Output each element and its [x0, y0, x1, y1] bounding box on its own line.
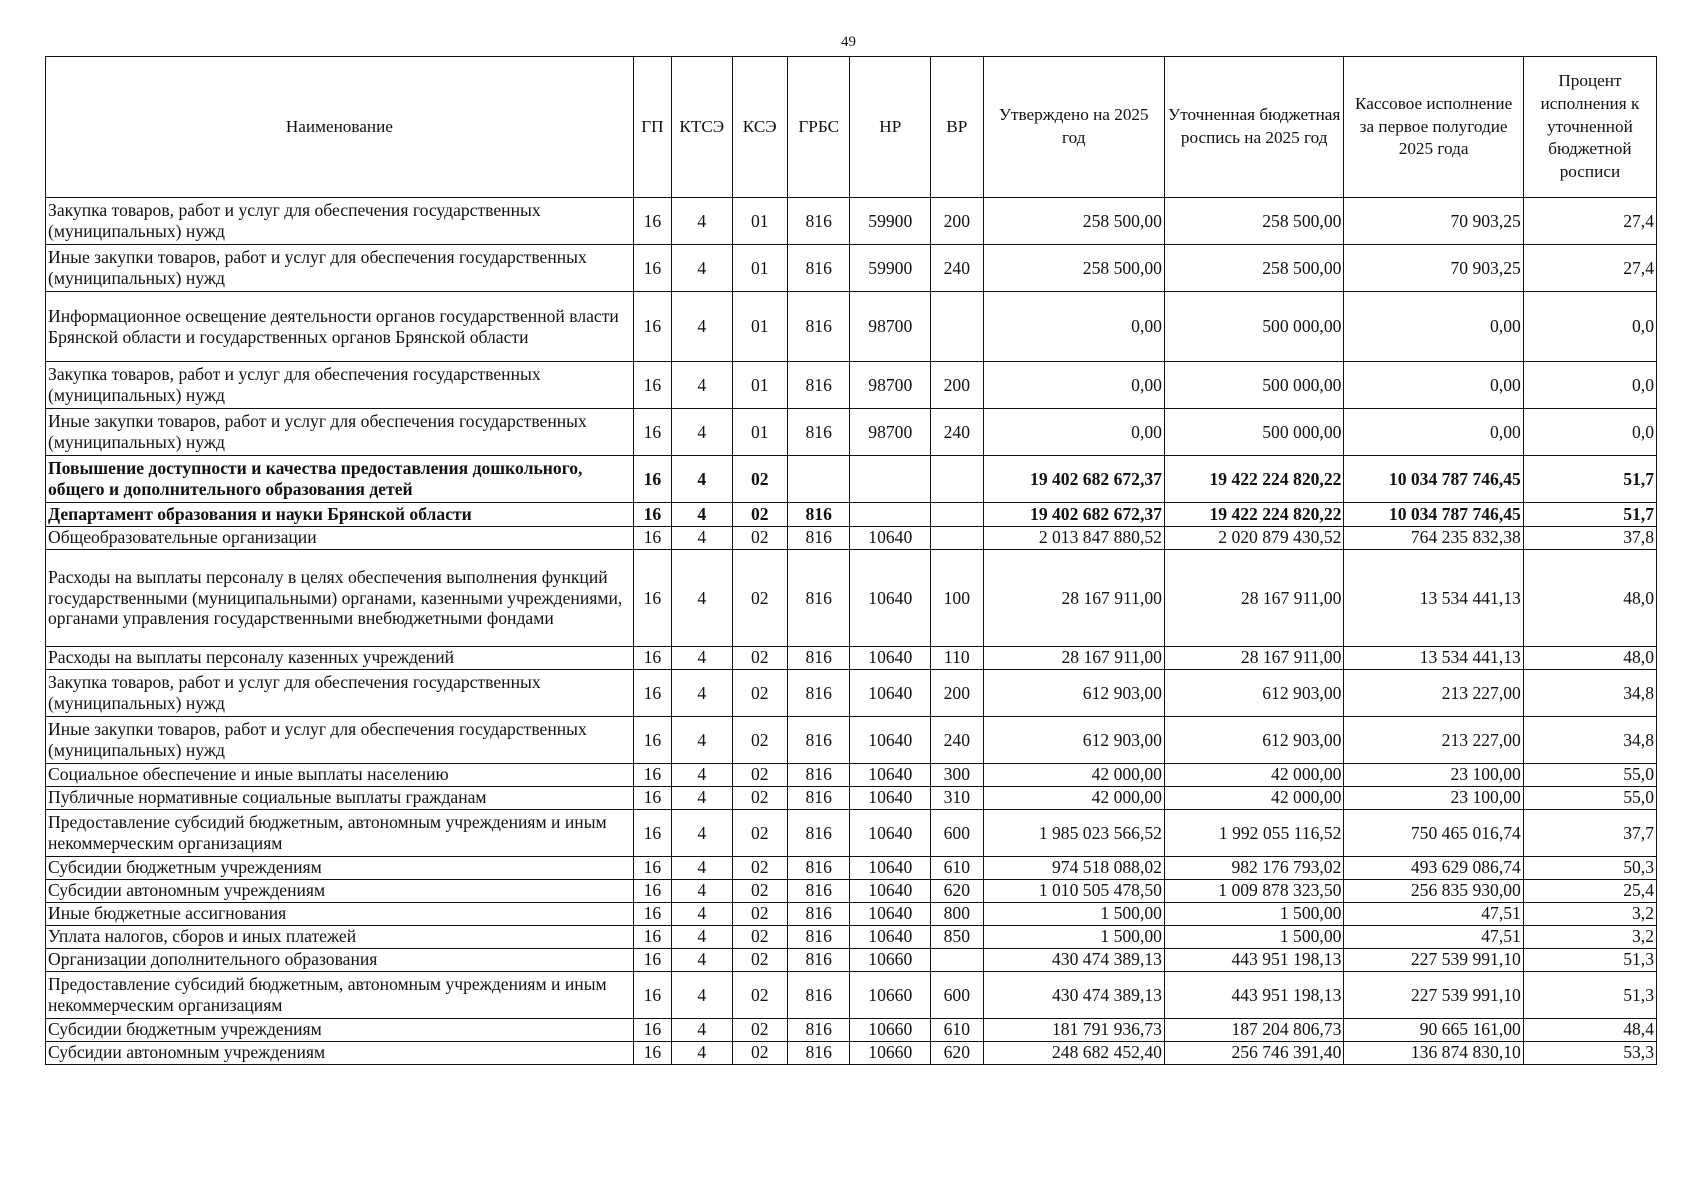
- cell-approved: 1 500,00: [983, 903, 1164, 926]
- cell-ktse: 4: [672, 764, 732, 787]
- cell-kse: 02: [732, 527, 787, 550]
- cell-grbs: 816: [787, 972, 850, 1019]
- cell-nr: 10640: [850, 764, 931, 787]
- cell-percent: 27,4: [1523, 198, 1656, 245]
- cell-grbs: 816: [787, 550, 850, 647]
- cell-ktse: 4: [672, 810, 732, 857]
- cell-vr: 300: [931, 764, 983, 787]
- table-header-row: [46, 57, 1657, 198]
- cell-approved: 0,00: [983, 409, 1164, 456]
- cell-cash: 213 227,00: [1344, 670, 1523, 717]
- cell-approved: 248 682 452,40: [983, 1042, 1164, 1065]
- cell-percent: 55,0: [1523, 764, 1656, 787]
- cell-gp: 16: [633, 409, 671, 456]
- cell-nr: 10640: [850, 926, 931, 949]
- cell-name: Социальное обеспечение и иные выплаты населению: [46, 764, 634, 787]
- cell-nr: 59900: [850, 198, 931, 245]
- cell-vr: 800: [931, 903, 983, 926]
- cell-cash: 10 034 787 746,45: [1344, 503, 1523, 527]
- cell-approved: 430 474 389,13: [983, 972, 1164, 1019]
- cell-nr: 10660: [850, 1019, 931, 1042]
- cell-percent: 51,3: [1523, 972, 1656, 1019]
- table-row: [46, 810, 1657, 857]
- cell-cash: 0,00: [1344, 292, 1523, 362]
- cell-grbs: 816: [787, 647, 850, 670]
- cell-name: Иные закупки товаров, работ и услуг для обеспечения государственных (муниципальных) нужд: [46, 717, 634, 764]
- cell-kse: 01: [732, 245, 787, 292]
- cell-gp: 16: [633, 1019, 671, 1042]
- col-header-cash: Кассовое исполнение за первое полугодие 2025 года: [1344, 57, 1523, 198]
- cell-percent: 0,0: [1523, 362, 1656, 409]
- cell-gp: 16: [633, 903, 671, 926]
- cell-gp: 16: [633, 550, 671, 647]
- cell-grbs: 816: [787, 503, 850, 527]
- cell-kse: 02: [732, 550, 787, 647]
- cell-percent: 51,7: [1523, 456, 1656, 503]
- cell-vr: 240: [931, 245, 983, 292]
- table-row: [46, 527, 1657, 550]
- table-row-program: [46, 456, 1657, 503]
- cell-nr: 10660: [850, 949, 931, 972]
- cell-ktse: 4: [672, 857, 732, 880]
- cell-nr: 10640: [850, 527, 931, 550]
- cell-name: Публичные нормативные социальные выплаты гражданам: [46, 787, 634, 810]
- cell-nr: 10640: [850, 880, 931, 903]
- cell-name: Расходы на выплаты персоналу в целях обеспечения выполнения функций государственными (муниципальными) органами, казенными учреждениями, органами управления государственными внебюджетными фондами: [46, 550, 634, 647]
- cell-kse: 02: [732, 972, 787, 1019]
- table-row: [46, 1042, 1657, 1065]
- cell-vr: [931, 949, 983, 972]
- cell-refined: 443 951 198,13: [1164, 972, 1343, 1019]
- cell-grbs: 816: [787, 292, 850, 362]
- cell-refined: 1 992 055 116,52: [1164, 810, 1343, 857]
- cell-gp: 16: [633, 717, 671, 764]
- col-header-grbs: ГРБС: [787, 57, 850, 198]
- table-row: [46, 949, 1657, 972]
- cell-percent: 48,0: [1523, 550, 1656, 647]
- cell-refined: 28 167 911,00: [1164, 647, 1343, 670]
- cell-approved: 974 518 088,02: [983, 857, 1164, 880]
- cell-kse: 02: [732, 810, 787, 857]
- cell-refined: 612 903,00: [1164, 670, 1343, 717]
- cell-ktse: 4: [672, 926, 732, 949]
- cell-vr: [931, 292, 983, 362]
- cell-cash: 23 100,00: [1344, 764, 1523, 787]
- cell-name: Иные бюджетные ассигнования: [46, 903, 634, 926]
- table-row: [46, 857, 1657, 880]
- cell-percent: 0,0: [1523, 292, 1656, 362]
- col-header-percent: Процент исполнения к уточненной бюджетной росписи: [1523, 57, 1656, 198]
- cell-name: Субсидии бюджетным учреждениям: [46, 1019, 634, 1042]
- col-header-name: Наименование: [46, 57, 634, 198]
- cell-nr: 98700: [850, 292, 931, 362]
- cell-vr: 200: [931, 670, 983, 717]
- table-row: [46, 409, 1657, 456]
- cell-kse: 02: [732, 857, 787, 880]
- cell-vr: 620: [931, 1042, 983, 1065]
- cell-ktse: 4: [672, 647, 732, 670]
- cell-cash: 0,00: [1344, 362, 1523, 409]
- cell-cash: 10 034 787 746,45: [1344, 456, 1523, 503]
- cell-vr: 620: [931, 880, 983, 903]
- cell-name: Закупка товаров, работ и услуг для обеспечения государственных (муниципальных) нужд: [46, 198, 634, 245]
- cell-grbs: 816: [787, 245, 850, 292]
- cell-gp: 16: [633, 292, 671, 362]
- cell-approved: 2 013 847 880,52: [983, 527, 1164, 550]
- cell-gp: 16: [633, 527, 671, 550]
- cell-vr: 240: [931, 409, 983, 456]
- cell-nr: 10660: [850, 1042, 931, 1065]
- cell-ktse: 4: [672, 880, 732, 903]
- table-row: [46, 764, 1657, 787]
- cell-approved: 19 402 682 672,37: [983, 503, 1164, 527]
- cell-name: Повышение доступности и качества предоставления дошкольного, общего и дополнительного образования детей: [46, 456, 634, 503]
- cell-name: Субсидии автономным учреждениям: [46, 1042, 634, 1065]
- cell-refined: 256 746 391,40: [1164, 1042, 1343, 1065]
- cell-cash: 764 235 832,38: [1344, 527, 1523, 550]
- cell-cash: 23 100,00: [1344, 787, 1523, 810]
- cell-kse: 01: [732, 198, 787, 245]
- cell-grbs: 816: [787, 527, 850, 550]
- cell-cash: 90 665 161,00: [1344, 1019, 1523, 1042]
- cell-cash: 213 227,00: [1344, 717, 1523, 764]
- cell-percent: 48,0: [1523, 647, 1656, 670]
- cell-cash: 136 874 830,10: [1344, 1042, 1523, 1065]
- cell-grbs: [787, 456, 850, 503]
- cell-ktse: 4: [672, 717, 732, 764]
- cell-nr: 10640: [850, 903, 931, 926]
- table-row: [46, 647, 1657, 670]
- cell-percent: 51,3: [1523, 949, 1656, 972]
- cell-percent: 3,2: [1523, 926, 1656, 949]
- cell-kse: 01: [732, 409, 787, 456]
- table-row: [46, 1019, 1657, 1042]
- cell-name: Закупка товаров, работ и услуг для обеспечения государственных (муниципальных) нужд: [46, 670, 634, 717]
- cell-ktse: 4: [672, 1019, 732, 1042]
- cell-grbs: 816: [787, 1042, 850, 1065]
- cell-nr: 10640: [850, 810, 931, 857]
- cell-kse: 02: [732, 764, 787, 787]
- cell-vr: [931, 456, 983, 503]
- cell-refined: 42 000,00: [1164, 787, 1343, 810]
- cell-approved: 612 903,00: [983, 717, 1164, 764]
- cell-vr: 240: [931, 717, 983, 764]
- cell-percent: 55,0: [1523, 787, 1656, 810]
- cell-grbs: 816: [787, 903, 850, 926]
- cell-approved: 19 402 682 672,37: [983, 456, 1164, 503]
- cell-vr: 200: [931, 362, 983, 409]
- cell-percent: 53,3: [1523, 1042, 1656, 1065]
- cell-nr: 10640: [850, 857, 931, 880]
- cell-percent: 0,0: [1523, 409, 1656, 456]
- budget-execution-table: [45, 56, 1657, 1065]
- cell-kse: 02: [732, 880, 787, 903]
- cell-approved: 612 903,00: [983, 670, 1164, 717]
- cell-kse: 02: [732, 717, 787, 764]
- cell-refined: 500 000,00: [1164, 292, 1343, 362]
- cell-kse: 02: [732, 903, 787, 926]
- cell-name: Расходы на выплаты персоналу казенных учреждений: [46, 647, 634, 670]
- cell-refined: 443 951 198,13: [1164, 949, 1343, 972]
- col-header-kse: КСЭ: [732, 57, 787, 198]
- cell-nr: [850, 456, 931, 503]
- table-row: [46, 717, 1657, 764]
- table-row: [46, 670, 1657, 717]
- cell-percent: 50,3: [1523, 857, 1656, 880]
- cell-kse: 02: [732, 949, 787, 972]
- cell-percent: 37,7: [1523, 810, 1656, 857]
- cell-name: Иные закупки товаров, работ и услуг для обеспечения государственных (муниципальных) нужд: [46, 245, 634, 292]
- cell-vr: 110: [931, 647, 983, 670]
- cell-percent: 51,7: [1523, 503, 1656, 527]
- table-row: [46, 362, 1657, 409]
- cell-ktse: 4: [672, 787, 732, 810]
- cell-grbs: 816: [787, 787, 850, 810]
- col-header-gp: ГП: [633, 57, 671, 198]
- cell-gp: 16: [633, 245, 671, 292]
- table-row: [46, 903, 1657, 926]
- cell-ktse: 4: [672, 362, 732, 409]
- cell-gp: 16: [633, 503, 671, 527]
- cell-nr: 10640: [850, 787, 931, 810]
- cell-nr: 98700: [850, 362, 931, 409]
- cell-cash: 493 629 086,74: [1344, 857, 1523, 880]
- cell-ktse: 4: [672, 245, 732, 292]
- table-row: [46, 292, 1657, 362]
- cell-grbs: 816: [787, 880, 850, 903]
- cell-cash: 227 539 991,10: [1344, 972, 1523, 1019]
- cell-grbs: 816: [787, 198, 850, 245]
- cell-gp: 16: [633, 857, 671, 880]
- cell-kse: 02: [732, 787, 787, 810]
- cell-approved: 42 000,00: [983, 764, 1164, 787]
- cell-ktse: 4: [672, 456, 732, 503]
- cell-approved: 258 500,00: [983, 245, 1164, 292]
- cell-vr: 850: [931, 926, 983, 949]
- cell-approved: 0,00: [983, 362, 1164, 409]
- cell-approved: 42 000,00: [983, 787, 1164, 810]
- cell-refined: 2 020 879 430,52: [1164, 527, 1343, 550]
- cell-cash: 0,00: [1344, 409, 1523, 456]
- cell-approved: 258 500,00: [983, 198, 1164, 245]
- cell-name: Субсидии автономным учреждениям: [46, 880, 634, 903]
- cell-ktse: 4: [672, 503, 732, 527]
- cell-ktse: 4: [672, 949, 732, 972]
- cell-refined: 982 176 793,02: [1164, 857, 1343, 880]
- cell-vr: 310: [931, 787, 983, 810]
- cell-vr: 610: [931, 857, 983, 880]
- cell-approved: 1 500,00: [983, 926, 1164, 949]
- cell-grbs: 816: [787, 926, 850, 949]
- cell-approved: 181 791 936,73: [983, 1019, 1164, 1042]
- col-header-refined: Уточненная бюджетная роспись на 2025 год: [1164, 57, 1343, 198]
- cell-percent: 37,8: [1523, 527, 1656, 550]
- cell-approved: 0,00: [983, 292, 1164, 362]
- cell-refined: 612 903,00: [1164, 717, 1343, 764]
- cell-gp: 16: [633, 1042, 671, 1065]
- cell-nr: 10660: [850, 972, 931, 1019]
- cell-cash: 256 835 930,00: [1344, 880, 1523, 903]
- cell-refined: 500 000,00: [1164, 362, 1343, 409]
- cell-cash: 13 534 441,13: [1344, 550, 1523, 647]
- cell-ktse: 4: [672, 903, 732, 926]
- cell-name: Организации дополнительного образования: [46, 949, 634, 972]
- cell-approved: 1 010 505 478,50: [983, 880, 1164, 903]
- cell-grbs: 816: [787, 857, 850, 880]
- cell-name: Предоставление субсидий бюджетным, автономным учреждениям и иным некоммерческим организациям: [46, 972, 634, 1019]
- cell-grbs: 816: [787, 362, 850, 409]
- table-row-department: [46, 503, 1657, 527]
- cell-refined: 28 167 911,00: [1164, 550, 1343, 647]
- cell-refined: 1 009 878 323,50: [1164, 880, 1343, 903]
- cell-grbs: 816: [787, 949, 850, 972]
- cell-vr: [931, 503, 983, 527]
- cell-vr: [931, 527, 983, 550]
- cell-refined: 258 500,00: [1164, 198, 1343, 245]
- cell-gp: 16: [633, 362, 671, 409]
- cell-gp: 16: [633, 198, 671, 245]
- cell-name: Информационное освещение деятельности органов государственной власти Брянской области и государственных органов Брянской области: [46, 292, 634, 362]
- cell-vr: 600: [931, 810, 983, 857]
- cell-kse: 02: [732, 503, 787, 527]
- cell-vr: 200: [931, 198, 983, 245]
- cell-cash: 750 465 016,74: [1344, 810, 1523, 857]
- cell-gp: 16: [633, 456, 671, 503]
- cell-ktse: 4: [672, 409, 732, 456]
- cell-approved: 1 985 023 566,52: [983, 810, 1164, 857]
- cell-nr: 10640: [850, 550, 931, 647]
- cell-name: Закупка товаров, работ и услуг для обеспечения государственных (муниципальных) нужд: [46, 362, 634, 409]
- cell-approved: 28 167 911,00: [983, 550, 1164, 647]
- cell-kse: 02: [732, 1042, 787, 1065]
- cell-approved: 28 167 911,00: [983, 647, 1164, 670]
- table-row: [46, 550, 1657, 647]
- cell-gp: 16: [633, 949, 671, 972]
- col-header-vr: ВР: [931, 57, 983, 198]
- table-row: [46, 198, 1657, 245]
- cell-refined: 19 422 224 820,22: [1164, 456, 1343, 503]
- cell-vr: 100: [931, 550, 983, 647]
- cell-grbs: 816: [787, 409, 850, 456]
- cell-ktse: 4: [672, 972, 732, 1019]
- cell-cash: 47,51: [1344, 903, 1523, 926]
- cell-ktse: 4: [672, 550, 732, 647]
- cell-ktse: 4: [672, 292, 732, 362]
- table-row: [46, 972, 1657, 1019]
- cell-grbs: 816: [787, 810, 850, 857]
- cell-ktse: 4: [672, 198, 732, 245]
- cell-cash: 227 539 991,10: [1344, 949, 1523, 972]
- cell-gp: 16: [633, 764, 671, 787]
- cell-grbs: 816: [787, 764, 850, 787]
- cell-cash: 70 903,25: [1344, 245, 1523, 292]
- col-header-ktse: КТСЭ: [672, 57, 732, 198]
- cell-percent: 3,2: [1523, 903, 1656, 926]
- cell-cash: 13 534 441,13: [1344, 647, 1523, 670]
- cell-percent: 34,8: [1523, 717, 1656, 764]
- cell-percent: 27,4: [1523, 245, 1656, 292]
- cell-grbs: 816: [787, 1019, 850, 1042]
- cell-gp: 16: [633, 972, 671, 1019]
- cell-gp: 16: [633, 787, 671, 810]
- cell-name: Департамент образования и науки Брянской области: [46, 503, 634, 527]
- cell-refined: 187 204 806,73: [1164, 1019, 1343, 1042]
- cell-gp: 16: [633, 926, 671, 949]
- cell-gp: 16: [633, 810, 671, 857]
- cell-percent: 25,4: [1523, 880, 1656, 903]
- cell-percent: 48,4: [1523, 1019, 1656, 1042]
- cell-name: Субсидии бюджетным учреждениям: [46, 857, 634, 880]
- cell-ktse: 4: [672, 1042, 732, 1065]
- cell-refined: 1 500,00: [1164, 903, 1343, 926]
- cell-ktse: 4: [672, 670, 732, 717]
- cell-name: Иные закупки товаров, работ и услуг для обеспечения государственных (муниципальных) нужд: [46, 409, 634, 456]
- cell-name: Предоставление субсидий бюджетным, автономным учреждениям и иным некоммерческим организациям: [46, 810, 634, 857]
- cell-kse: 01: [732, 292, 787, 362]
- cell-cash: 70 903,25: [1344, 198, 1523, 245]
- col-header-nr: НР: [850, 57, 931, 198]
- cell-gp: 16: [633, 647, 671, 670]
- page-number: 49: [841, 34, 856, 50]
- cell-gp: 16: [633, 880, 671, 903]
- cell-kse: 02: [732, 1019, 787, 1042]
- cell-cash: 47,51: [1344, 926, 1523, 949]
- cell-approved: 430 474 389,13: [983, 949, 1164, 972]
- cell-grbs: 816: [787, 717, 850, 764]
- cell-refined: 1 500,00: [1164, 926, 1343, 949]
- cell-grbs: 816: [787, 670, 850, 717]
- cell-refined: 500 000,00: [1164, 409, 1343, 456]
- table-row: [46, 926, 1657, 949]
- cell-kse: 02: [732, 670, 787, 717]
- col-header-approved: Утверждено на 2025 год: [983, 57, 1164, 198]
- cell-gp: 16: [633, 670, 671, 717]
- cell-vr: 610: [931, 1019, 983, 1042]
- table-row: [46, 245, 1657, 292]
- cell-refined: 42 000,00: [1164, 764, 1343, 787]
- cell-nr: 59900: [850, 245, 931, 292]
- cell-nr: 98700: [850, 409, 931, 456]
- cell-nr: 10640: [850, 717, 931, 764]
- table-row: [46, 880, 1657, 903]
- cell-kse: 02: [732, 456, 787, 503]
- cell-nr: [850, 503, 931, 527]
- cell-refined: 258 500,00: [1164, 245, 1343, 292]
- cell-nr: 10640: [850, 647, 931, 670]
- cell-vr: 600: [931, 972, 983, 1019]
- cell-refined: 19 422 224 820,22: [1164, 503, 1343, 527]
- cell-kse: 02: [732, 926, 787, 949]
- cell-percent: 34,8: [1523, 670, 1656, 717]
- cell-name: Общеобразовательные организации: [46, 527, 634, 550]
- table-row: [46, 787, 1657, 810]
- cell-ktse: 4: [672, 527, 732, 550]
- cell-kse: 01: [732, 362, 787, 409]
- cell-nr: 10640: [850, 670, 931, 717]
- cell-kse: 02: [732, 647, 787, 670]
- cell-name: Уплата налогов, сборов и иных платежей: [46, 926, 634, 949]
